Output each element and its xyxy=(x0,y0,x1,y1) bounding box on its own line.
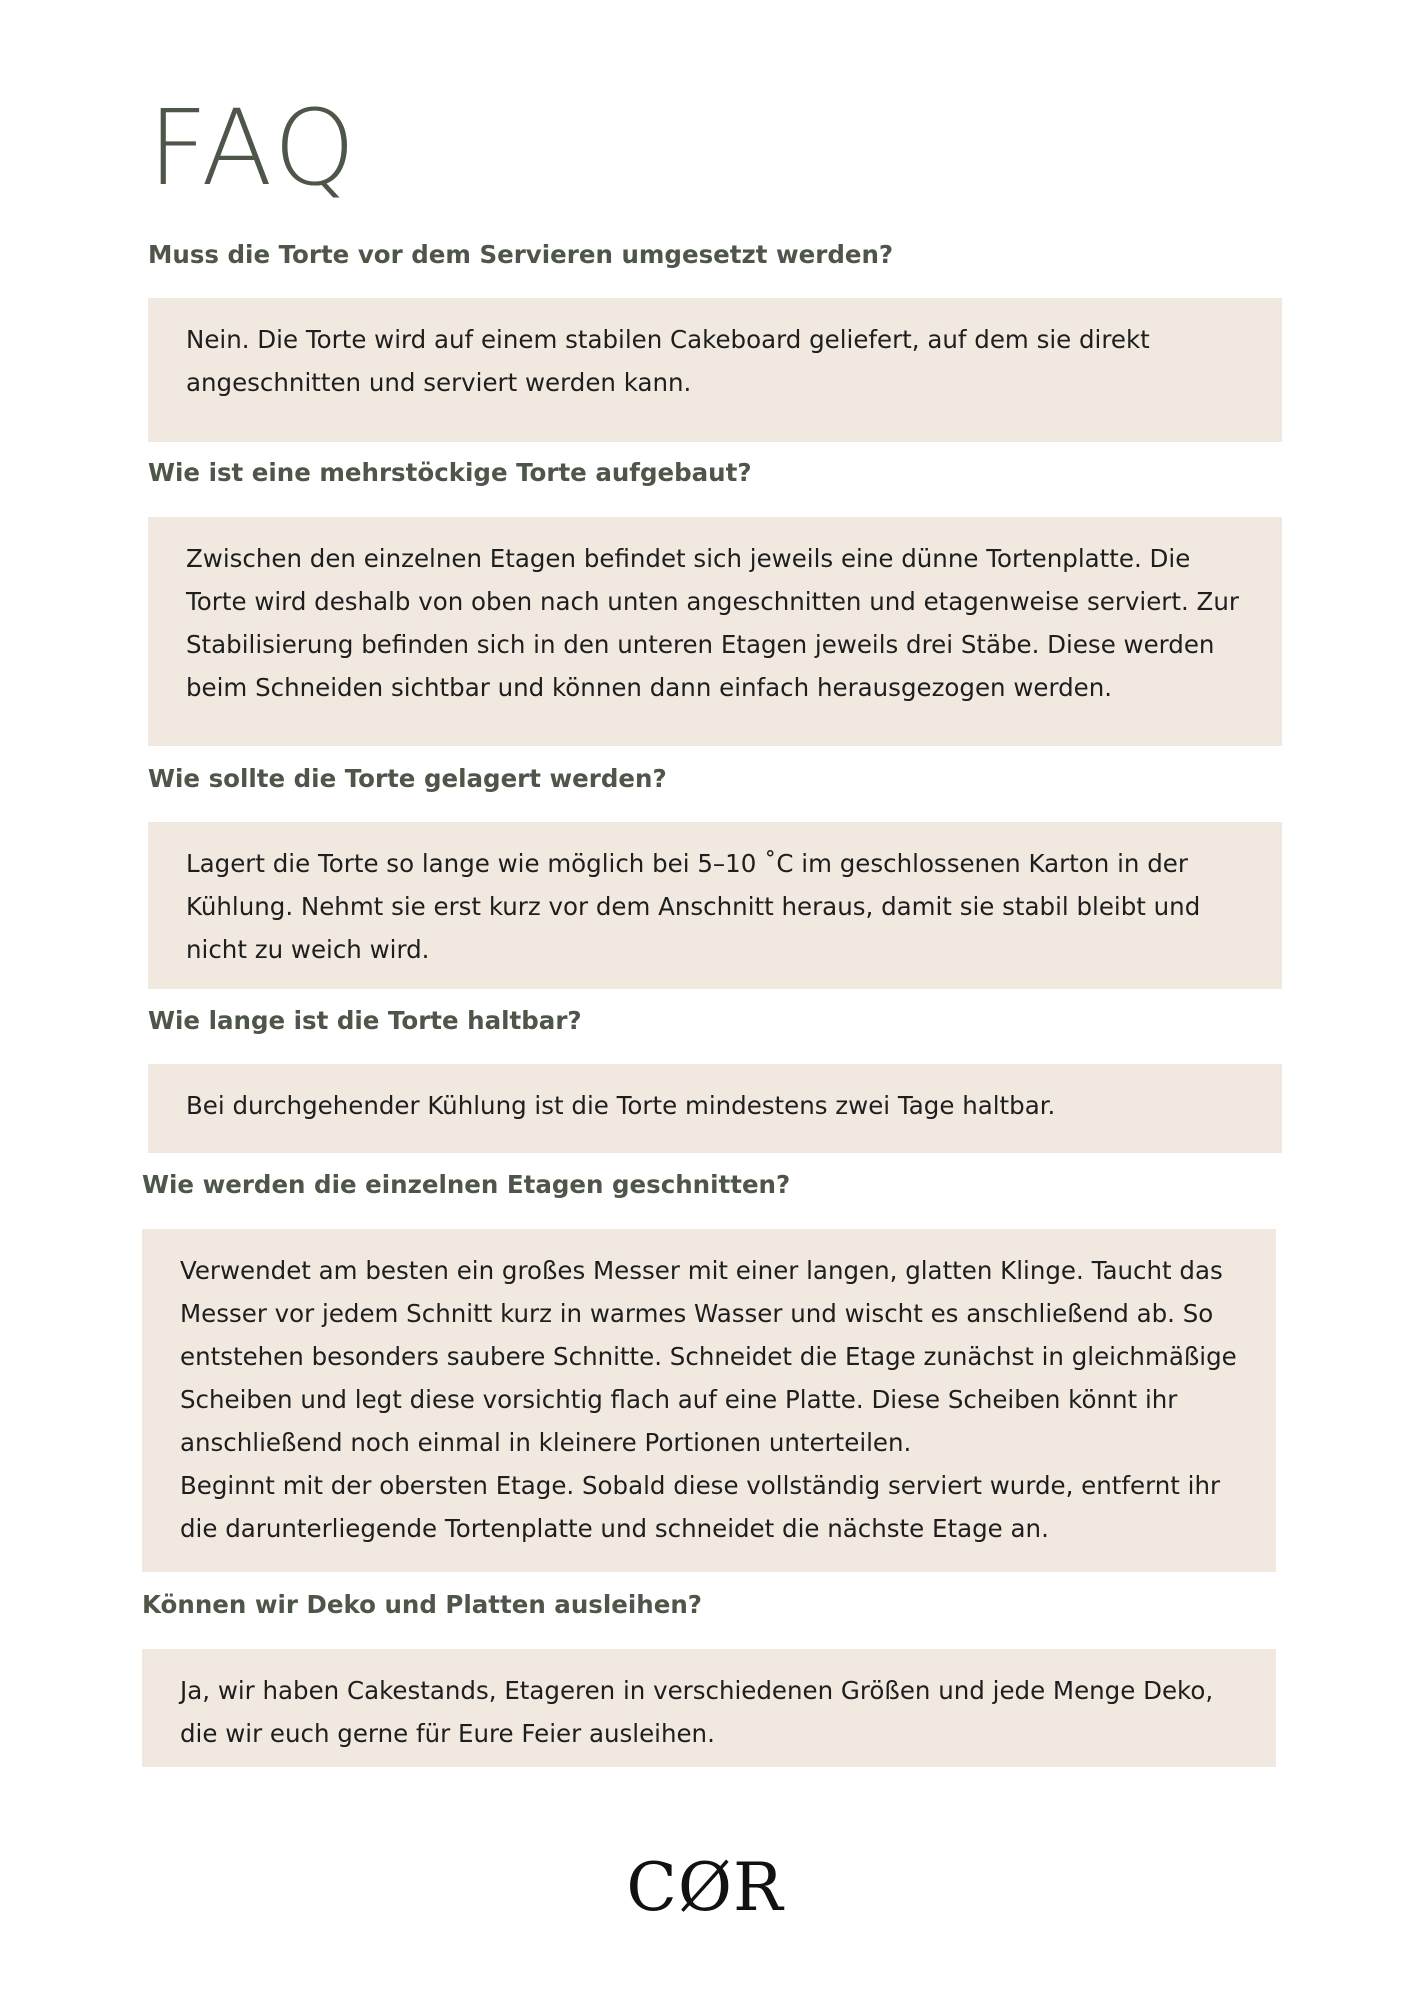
faq-answer-box xyxy=(148,517,1282,746)
faq-question: Wie ist eine mehrstöckige Torte aufgebaut? xyxy=(148,458,752,487)
faq-question: Wie sollte die Torte gelagert werden? xyxy=(148,764,667,793)
faq-question: Wie lange ist die Torte haltbar? xyxy=(148,1006,582,1035)
faq-answer-text: Beginnt mit der obersten Etage. Sobald diese vollständig serviert wurde, entfernt ihr die darunterliegende Tortenplatte und schneidet die nächste Etage an. xyxy=(180,1471,1221,1543)
faq-answer-box xyxy=(142,1649,1276,1767)
faq-answer-box xyxy=(142,1229,1276,1572)
faq-answer-text: Verwendet am besten ein großes Messer mit einer langen, glatten Klinge. Taucht das Messer vor jedem Schnitt kurz in warmes Wasser und wischt es anschließend ab. So entstehen besonders saubere Schnitte. Schneidet die Etage zunächst in gleichmäßige Scheiben und legt diese vorsichtig flach auf eine Platte. Diese Scheiben könnt ihr anschließend noch einmal in kleinere Portionen unterteilen. xyxy=(180,1256,1237,1457)
faq-question: Wie werden die einzelnen Etagen geschnitten? xyxy=(142,1170,791,1199)
faq-question: Muss die Torte vor dem Servieren umgesetzt werden? xyxy=(148,240,894,269)
faq-answer-text: Zwischen den einzelnen Etagen befindet sich jeweils eine dünne Tortenplatte. Die Torte wird deshalb von oben nach unten angeschnitten und etagenweise serviert. Zur Stabilisierung befinden sich in den unteren Etagen jeweils drei Stäbe. Diese werden beim Schneiden sichtbar und können dann einfach herausgezogen werden. xyxy=(186,544,1239,702)
brand-logo xyxy=(620,1852,790,1922)
faq-answer-text: Lagert die Torte so lange wie möglich bei 5–10 ˚C im geschlossenen Karton in der Kühlung. Nehmt sie erst kurz vor dem Anschnitt heraus, damit sie stabil bleibt und nicht zu weich wird. xyxy=(186,849,1201,964)
page-title: FAQ xyxy=(148,87,359,209)
faq-answer-text: Ja, wir haben Cakestands, Etageren in verschiedenen Größen und jede Menge Deko, die wir euch gerne für Eure Feier ausleihen. xyxy=(180,1676,1214,1748)
faq-answer-box xyxy=(148,298,1282,442)
faq-answer-text: Nein. Die Torte wird auf einem stabilen Cakeboard geliefert, auf dem sie direkt angeschnitten und serviert werden kann. xyxy=(186,325,1150,397)
svg-text:CØR: CØR xyxy=(626,1852,784,1922)
faq-answer-text: Bei durchgehender Kühlung ist die Torte mindestens zwei Tage haltbar. xyxy=(186,1091,1056,1120)
faq-answer-box xyxy=(148,1064,1282,1153)
faq-question: Können wir Deko und Platten ausleihen? xyxy=(142,1590,702,1619)
faq-answer-box xyxy=(148,822,1282,989)
brand-logo-mark xyxy=(620,1852,790,1922)
